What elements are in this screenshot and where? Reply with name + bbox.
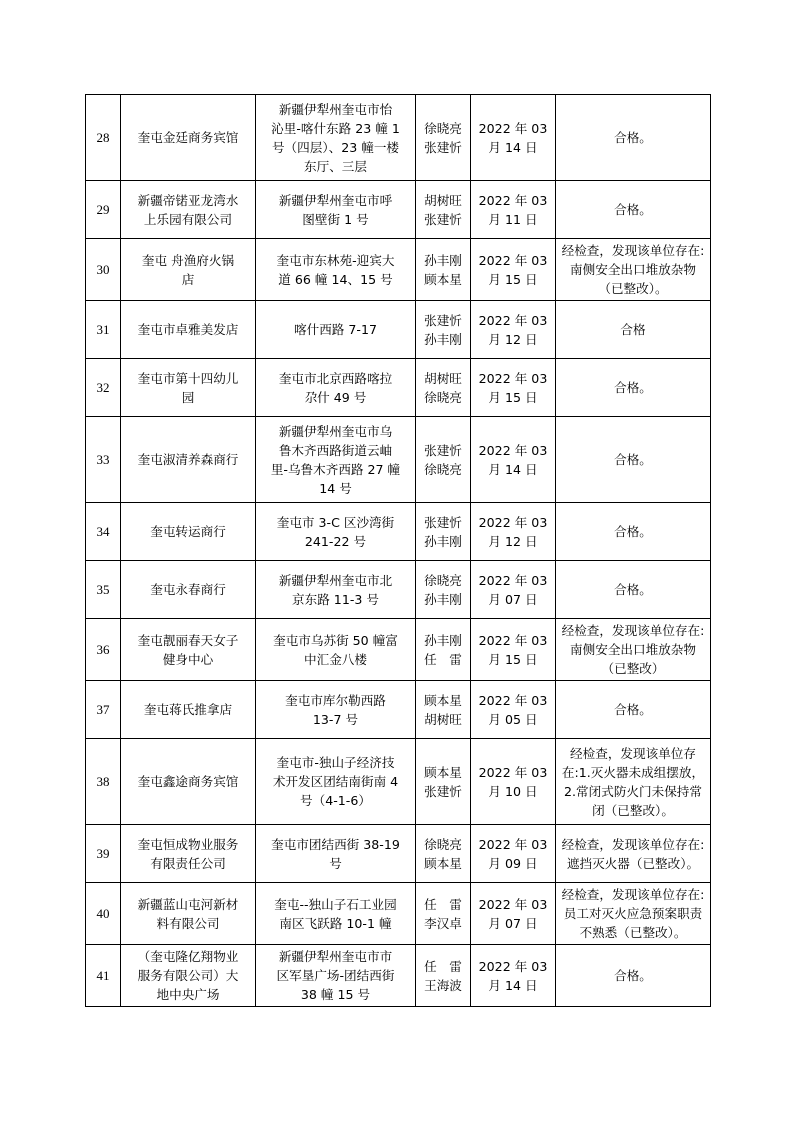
unit-name-line: 奎屯金廷商务宾馆 [137,130,239,145]
row-number-cell: 29 [86,181,121,239]
row-number-cell: 30 [86,239,121,301]
inspection-date-cell [471,681,556,739]
unit-name-cell [121,945,256,1007]
inspectors-line: 任 雷 [424,958,462,974]
inspection-date-line: 2022 年 03 [478,192,548,208]
inspection-date-cell [471,825,556,883]
inspection-result-cell [556,181,711,239]
inspection-date-line: 2022 年 03 [478,764,548,780]
inspectors-cell [416,883,471,945]
inspectors-line: 顾本星 [424,764,462,780]
unit-name-cell [121,681,256,739]
unit-address-cell [256,95,416,181]
unit-address-line: 图壁街 1 号 [302,211,369,227]
unit-address-cell [256,739,416,825]
unit-name-line: 奎屯永春商行 [150,582,226,597]
inspection-result-line: 员工对灭火应急预案职责 [563,906,703,921]
unit-name-line: 奎屯市卓雅美发店 [137,322,239,337]
unit-address-line: 奎屯市-独山子经济技 [276,755,395,770]
inspection-date-line: 月 12 日 [488,331,538,347]
inspectors-line: 孙丰刚 [424,632,462,648]
unit-name-cell [121,739,256,825]
inspection-result-line: 南侧安全出口堆放杂物 [570,642,696,657]
row-number-cell: 34 [86,503,121,561]
inspection-result-line: 经检查，发现该单位存 [570,745,696,761]
inspection-date-line: 月 12 日 [488,533,538,549]
inspection-result-cell [556,417,711,503]
unit-address-line: 道 66 幢 14、15 号 [278,271,393,287]
inspection-result-line: 合格。 [614,130,652,145]
inspectors-line: 王海波 [424,977,462,993]
inspectors-line: 胡树旺 [424,370,462,386]
unit-address-cell [256,825,416,883]
inspection-result-cell [556,359,711,417]
unit-address-line: 东厅、三层 [304,158,367,174]
inspection-result-line: 在:1.灭火器未成组摆放， [561,764,705,780]
inspectors-line: 张建忻 [424,783,462,799]
inspectors-line: 胡树旺 [424,711,462,727]
inspection-date-cell [471,883,556,945]
row-number-cell: 37 [86,681,121,739]
unit-name-cell [121,503,256,561]
unit-name-line: 健身中心 [162,651,214,667]
table-row [86,825,711,883]
unit-address-cell [256,181,416,239]
unit-address-cell [256,883,416,945]
inspectors-line: 张建忻 [424,139,462,155]
inspection-date-cell [471,95,556,181]
inspectors-line: 徐晓亮 [424,572,462,588]
unit-name-line: 奎屯恒成物业服务 [137,836,239,852]
unit-address-line: 奎屯市乌苏街 50 幢富 [273,632,398,648]
inspectors-line: 孙丰刚 [424,533,462,549]
inspectors-cell [416,417,471,503]
unit-address-line: 里-乌鲁木齐西路 27 幢 [270,461,401,477]
inspection-date-line: 2022 年 03 [478,692,548,708]
unit-address-cell [256,619,416,681]
unit-name-line: 奎屯市第十四幼儿 [137,370,239,386]
unit-address-line: 新疆伊犁州奎屯市北 [278,572,393,588]
unit-name-line: 奎屯蒋氏推拿店 [143,702,233,717]
inspection-result-cell [556,95,711,181]
inspection-date-line: 2022 年 03 [478,442,548,458]
inspection-date-cell [471,239,556,301]
inspection-result-cell [556,739,711,825]
unit-name-cell [121,181,256,239]
table-row [86,359,711,417]
table-row [86,301,711,359]
inspection-date-line: 2022 年 03 [478,896,548,912]
table-row [86,417,711,503]
inspectors-line: 顾本星 [424,855,462,871]
unit-name-line: 奎屯鑫途商务宾馆 [137,774,239,789]
unit-address-line: 奎屯--独山子石工业园 [274,896,397,912]
inspection-result-line: 合格。 [614,380,652,395]
inspection-result-line: 合格。 [614,702,652,717]
unit-name-cell [121,239,256,301]
inspectors-cell [416,945,471,1007]
unit-address-line: 新疆伊犁州奎屯市呼 [278,192,393,208]
inspection-date-cell [471,945,556,1007]
unit-name-line: 奎屯淑清养森商行 [137,452,239,467]
inspectors-line: 任 雷 [424,651,462,667]
inspectors-cell [416,301,471,359]
inspection-date-line: 月 07 日 [488,915,538,931]
inspection-result-cell [556,619,711,681]
inspection-date-cell [471,619,556,681]
inspectors-cell [416,825,471,883]
unit-address-line: 沁里-喀什东路 23 幢 1 [271,120,400,136]
inspectors-line: 张建忻 [424,514,462,530]
unit-address-cell [256,301,416,359]
inspectors-cell [416,95,471,181]
inspection-result-cell [556,301,711,359]
inspectors-cell [416,181,471,239]
unit-address-line: 南区飞跃路 10-1 幢 [279,915,392,931]
unit-name-line: 服务有限公司）大 [137,968,239,983]
row-number-cell: 33 [86,417,121,503]
unit-address-line: 奎屯市北京西路喀拉 [278,370,393,386]
inspectors-line: 徐晓亮 [424,120,462,136]
inspectors-line: 徐晓亮 [424,389,462,405]
unit-address-line: 尕什 49 号 [304,389,367,405]
table-row [86,681,711,739]
inspection-date-line: 2022 年 03 [478,572,548,588]
unit-name-line: 奎屯靓丽春天女子 [137,632,239,648]
inspection-result-line: 合格。 [614,202,652,217]
table-row [86,503,711,561]
inspection-date-cell [471,503,556,561]
unit-address-line: 号（4-1-6） [300,793,371,808]
inspection-date-line: 月 14 日 [488,139,538,155]
inspection-date-line: 2022 年 03 [478,632,548,648]
inspection-result-cell [556,561,711,619]
row-number-cell: 35 [86,561,121,619]
inspection-result-line: 经检查，发现该单位存在: [561,623,705,638]
unit-address-line: 奎屯市 3-C 区沙湾街 [276,514,395,530]
unit-name-cell [121,883,256,945]
unit-name-line: 上乐园有限公司 [143,211,233,227]
unit-address-line: 38 幢 15 号 [300,987,371,1002]
unit-name-line: 店 [181,271,195,287]
table-row [86,883,711,945]
unit-name-line: 园 [181,389,195,405]
unit-name-line: 地中央广场 [156,987,220,1002]
inspectors-line: 孙丰刚 [424,591,462,607]
inspection-date-line: 月 15 日 [488,271,538,287]
table-row [86,619,711,681]
unit-address-line: 奎屯市东林苑-迎宾大 [276,252,395,268]
unit-address-cell [256,359,416,417]
inspection-date-line: 2022 年 03 [478,514,548,530]
unit-address-line: 京东路 11-3 号 [292,591,379,607]
row-number-cell: 32 [86,359,121,417]
unit-address-line: 号（四层）、23 幢一楼 [271,139,400,155]
unit-address-line: 新疆伊犁州奎屯市怡 [278,101,393,117]
unit-address-line: 中汇金八楼 [304,651,367,667]
inspectors-cell [416,681,471,739]
table-row [86,239,711,301]
inspection-table [85,94,711,1007]
inspection-result-line: （已整改） [601,661,665,676]
inspection-result-cell [556,945,711,1007]
row-number-cell: 28 [86,95,121,181]
row-number-cell: 41 [86,945,121,1007]
unit-address-line: 新疆伊犁州奎屯市乌 [278,423,393,439]
inspection-date-line: 月 09 日 [488,855,538,871]
table-body [86,95,711,1007]
inspection-result-line: 经检查，发现该单位存在: [561,243,705,258]
unit-name-line: 新疆蓝山屯河新材 [137,896,239,912]
unit-address-line: 鲁木齐西路街道云岫 [278,442,393,458]
unit-name-cell [121,619,256,681]
unit-address-cell [256,417,416,503]
inspection-result-line: 合格。 [614,582,652,597]
unit-name-cell [121,561,256,619]
unit-name-cell [121,301,256,359]
inspectors-line: 任 雷 [424,896,462,912]
inspectors-cell [416,503,471,561]
table-row [86,739,711,825]
inspection-result-cell [556,681,711,739]
unit-address-line: 新疆伊犁州奎屯市市 [278,949,393,964]
unit-name-line: 奎屯转运商行 [150,524,226,539]
inspection-date-line: 月 15 日 [488,389,538,405]
inspection-date-line: 2022 年 03 [478,252,548,268]
inspection-date-line: 2022 年 03 [478,312,548,328]
unit-address-line: 区军垦广场-团结西街 [276,968,395,983]
unit-name-line: 料有限公司 [156,915,220,931]
inspection-result-cell [556,825,711,883]
inspection-result-line: 经检查，发现该单位存在: [561,887,705,902]
inspectors-line: 徐晓亮 [424,461,462,477]
inspection-result-line: 合格 [620,322,646,337]
inspection-date-cell [471,181,556,239]
inspection-result-line: 合格。 [614,452,652,467]
inspection-date-line: 月 07 日 [488,591,538,607]
row-number-cell: 39 [86,825,121,883]
inspection-result-line: 合格。 [614,524,652,539]
unit-address-line: 号 [329,855,342,871]
unit-address-cell [256,239,416,301]
unit-name-line: （奎屯隆亿翔物业 [137,949,239,964]
unit-address-cell [256,945,416,1007]
inspectors-line: 顾本星 [424,692,462,708]
inspection-result-cell [556,239,711,301]
unit-address-line: 奎屯市库尔勒西路 [285,692,386,708]
inspectors-line: 张建忻 [424,312,462,328]
inspection-date-line: 月 14 日 [488,977,538,993]
inspection-date-cell [471,301,556,359]
unit-name-cell [121,417,256,503]
row-number-cell: 31 [86,301,121,359]
inspectors-line: 张建忻 [424,211,462,227]
unit-address-cell [256,681,416,739]
row-number-cell: 36 [86,619,121,681]
inspectors-line: 孙丰刚 [424,252,462,268]
inspectors-cell [416,239,471,301]
inspection-date-line: 2022 年 03 [478,836,548,852]
table-row [86,945,711,1007]
unit-address-line: 奎屯市团结西街 38-19 [271,836,400,852]
inspection-date-line: 2022 年 03 [478,370,548,386]
inspection-result-line: 2.常闭式防火门未保持常 [564,783,702,799]
unit-address-cell [256,561,416,619]
inspection-date-line: 2022 年 03 [478,958,548,974]
inspection-date-line: 月 10 日 [488,783,538,799]
unit-address-line: 13-7 号 [312,711,359,727]
inspectors-cell [416,619,471,681]
inspection-result-line: 合格。 [614,968,652,983]
unit-name-line: 有限责任公司 [150,855,226,871]
inspection-date-line: 2022 年 03 [478,120,548,136]
inspection-date-cell [471,359,556,417]
unit-name-cell [121,359,256,417]
inspection-date-line: 月 15 日 [488,651,538,667]
inspectors-line: 张建忻 [424,442,462,458]
unit-address-line: 14 号 [319,480,352,496]
inspectors-line: 顾本星 [424,271,462,287]
table-row [86,561,711,619]
row-number-cell: 38 [86,739,121,825]
inspection-date-line: 月 05 日 [488,711,538,727]
unit-name-line: 奎屯 舟渔府火锅 [141,252,235,268]
inspection-result-cell [556,883,711,945]
unit-address-line: 241-22 号 [304,533,367,549]
table-row [86,95,711,181]
inspection-date-line: 月 14 日 [488,461,538,477]
row-number-cell: 40 [86,883,121,945]
inspectors-cell [416,359,471,417]
unit-address-line: 喀什西路 7-17 [294,322,377,337]
inspection-date-cell [471,739,556,825]
inspectors-cell [416,561,471,619]
unit-name-cell [121,825,256,883]
inspectors-cell [416,739,471,825]
inspectors-line: 徐晓亮 [424,836,462,852]
inspection-date-cell [471,417,556,503]
unit-name-line: 新疆帝锘亚龙湾水 [137,192,239,208]
table-row [86,181,711,239]
unit-address-cell [256,503,416,561]
inspection-result-line: 不熟悉（已整改）。 [579,925,687,940]
inspectors-line: 胡树旺 [424,192,462,208]
inspection-result-line: （已整改）。 [598,281,668,296]
inspectors-line: 孙丰刚 [424,331,462,347]
inspection-result-line: 闭（已整改）。 [592,802,674,818]
unit-address-line: 术开发区团结南街南 4 [272,774,399,789]
inspection-result-cell [556,503,711,561]
inspection-date-line: 月 11 日 [488,211,538,227]
inspection-result-line: 经检查，发现该单位存在: [561,836,705,852]
unit-name-cell [121,95,256,181]
inspection-date-cell [471,561,556,619]
inspectors-line: 李汉卓 [424,915,462,931]
inspection-result-line: 南侧安全出口堆放杂物 [570,262,696,277]
inspection-result-line: 遮挡灭火器（已整改）。 [566,855,700,871]
